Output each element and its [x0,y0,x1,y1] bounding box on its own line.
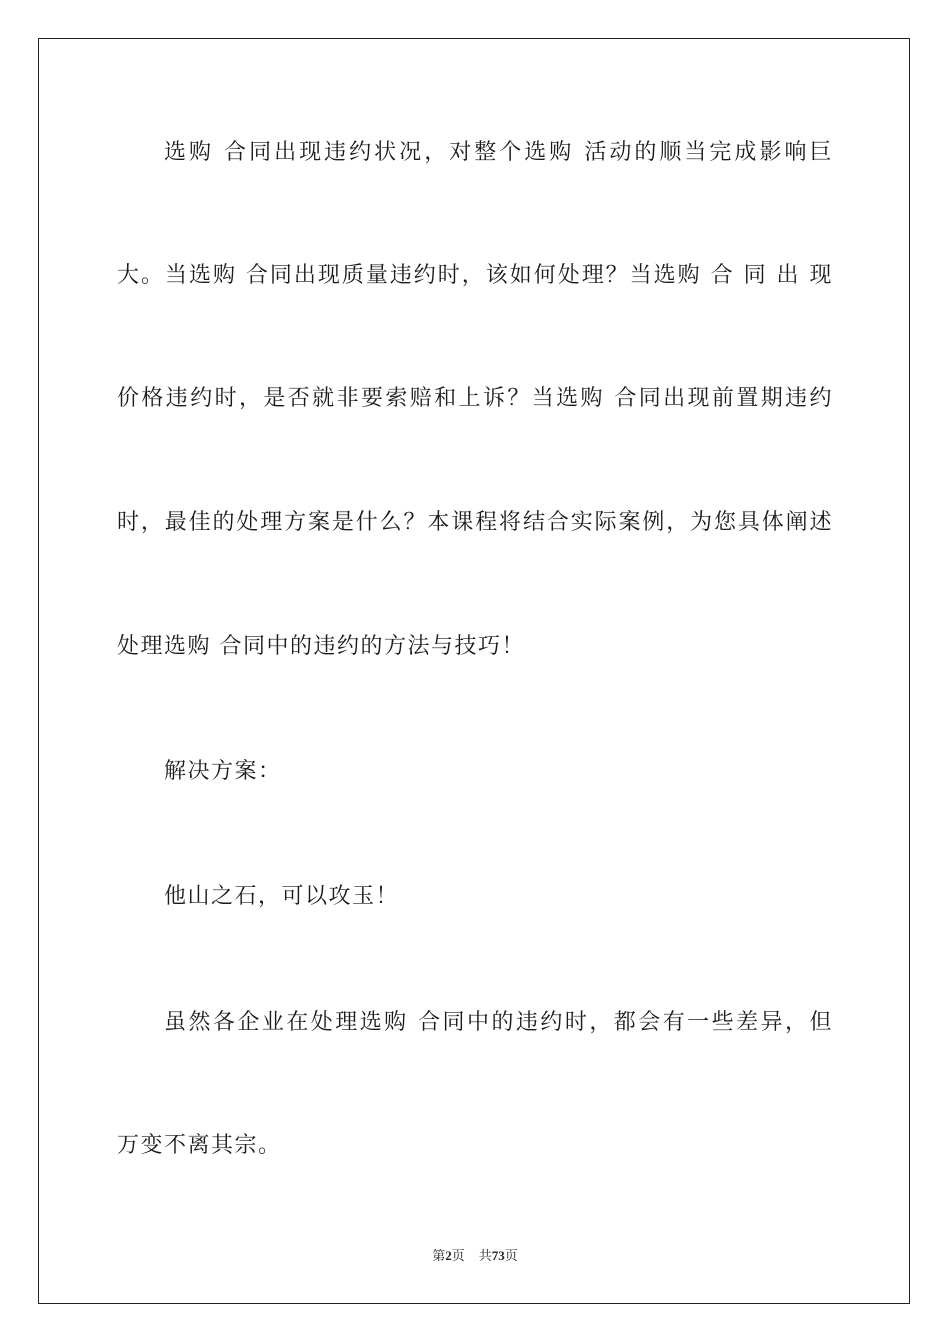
paragraph-line-1: 选购 合同出现违约状况，对整个选购 活动的顺当完成影响巨 [164,140,833,165]
paragraph-line-3: 价格违约时，是否就非要索赔和上诉？当选购 合同出现前置期违约 [117,386,833,411]
current-page-number: 2 [445,1248,452,1263]
page-suffix: 页 [451,1249,465,1264]
total-suffix: 页 [504,1249,518,1264]
paragraph-line-2: 大。当选购 合同出现质量违约时，该如何处理？当选购 合 同 出 现 [117,263,833,288]
total-page-count: 73 [491,1248,505,1263]
paragraph-line-6: 虽然各企业在处理选购 合同中的违约时，都会有一些差异，但 [164,1010,833,1035]
paragraph-line-7: 万变不离其宗。 [117,1133,282,1158]
paragraph-line-4: 时，最佳的处理方案是什么？本课程将结合实际案例，为您具体阐述 [117,510,833,535]
paragraph-line-5: 处理选购 合同中的违约的方法与技巧！ [117,634,525,659]
proverb-line: 他山之石，可以攻玉！ [164,884,400,909]
total-prefix: 共 [478,1249,492,1264]
section-heading: 解决方案： [164,759,282,784]
page-prefix: 第 [432,1249,446,1264]
page-footer [0,1247,950,1266]
page-border [38,38,910,1304]
